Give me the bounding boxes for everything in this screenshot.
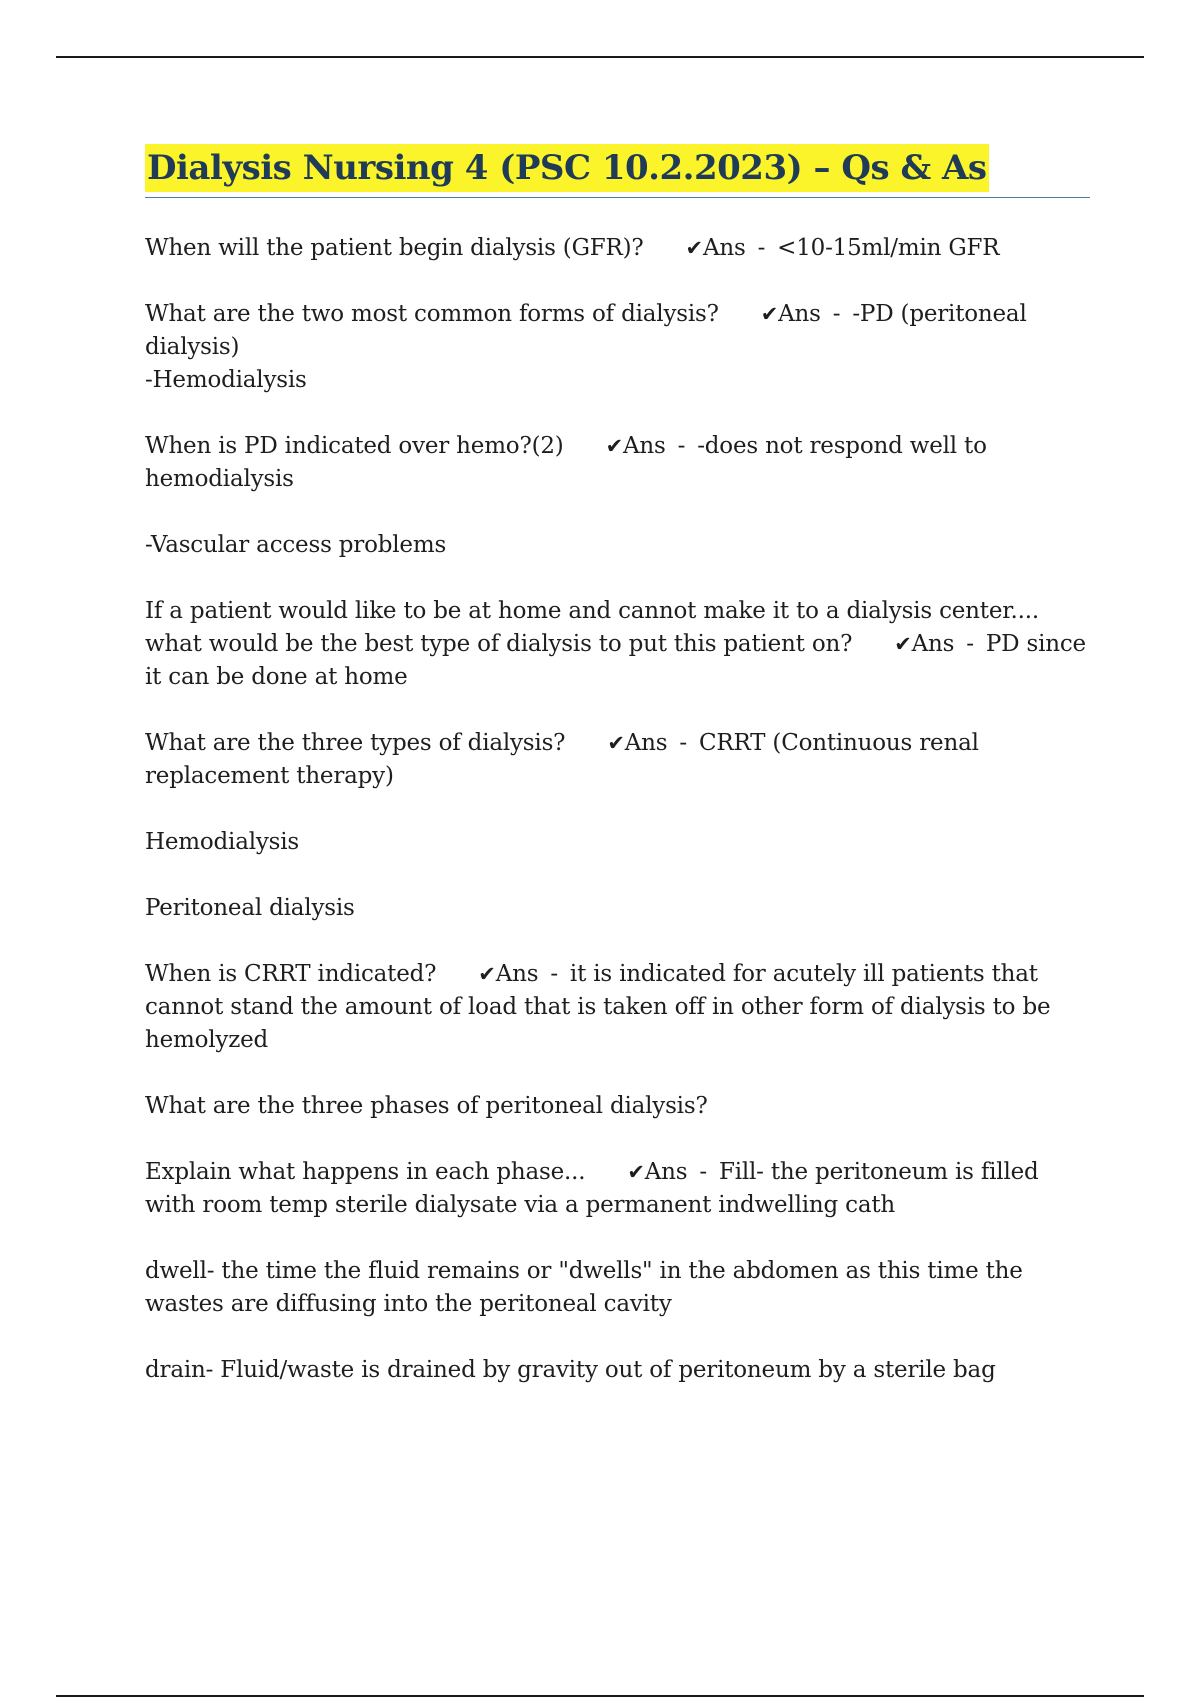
answer-paragraph: Hemodialysis — [145, 829, 300, 855]
answer-text: it is indicated for acutely ill patients that cannot stand the amount of load that is taken off in other form of dialysis to be hemolyzed — [145, 961, 1051, 1053]
qa-item — [145, 298, 1090, 397]
document-page — [145, 144, 1090, 1420]
checkmark-icon: ✔ — [605, 434, 623, 458]
checkmark-icon: ✔ — [627, 1160, 645, 1184]
answer-paragraph: dwell- the time the fluid remains or "dwells" in the abdomen as this time the wastes are diffusing into the peritoneal cavity — [145, 1258, 1023, 1317]
checkmark-icon: ✔ — [760, 302, 779, 326]
answer-label: Ans — [778, 301, 821, 327]
answer-label: Ans — [702, 235, 746, 261]
answer-marker — [894, 631, 954, 657]
qa-item — [145, 1156, 1090, 1222]
checkmark-icon: ✔ — [478, 962, 496, 986]
answer-dash: - — [832, 301, 841, 327]
checkmark-icon: ✔ — [607, 731, 625, 755]
answer-text: -does not respond well to hemodialysis — [145, 433, 987, 492]
answer-text: Fill- the peritoneum is filled with room temp sterile dialysate via a permanent indwelling cath — [145, 1159, 1039, 1218]
question-text: If a patient would like to be at home and cannot make it to a dialysis center.... what would be the best type of dialysis to put this patient on? — [145, 598, 1039, 657]
qa-item — [145, 430, 1090, 496]
checkmark-icon: ✔ — [685, 236, 703, 260]
question-text: What are the three types of dialysis? — [145, 730, 566, 756]
answer-paragraph: Peritoneal dialysis — [145, 895, 355, 921]
answer-dash: - — [677, 433, 686, 459]
title-underline — [145, 197, 1090, 198]
question-text: When is CRRT indicated? — [145, 961, 437, 987]
answer-text: CRRT (Continuous renal replacement therapy) — [145, 730, 979, 789]
answer-label: Ans — [911, 631, 955, 657]
answer-marker — [761, 301, 821, 327]
qa-item — [145, 595, 1090, 694]
checkmark-icon: ✔ — [894, 632, 912, 656]
answer-label: Ans — [624, 730, 668, 756]
answer-label: Ans — [495, 961, 539, 987]
answer-label: Ans — [644, 1159, 688, 1185]
answer-text: PD since it can be done at home — [145, 631, 1086, 690]
answer-marker — [606, 433, 666, 459]
question-text: What are the three phases of peritoneal dialysis? — [145, 1093, 708, 1119]
question-text: Explain what happens in each phase... — [145, 1159, 586, 1185]
top-rule — [56, 56, 1144, 58]
answer-text: -PD (peritoneal dialysis) — [145, 301, 1027, 360]
qa-item — [145, 232, 1090, 265]
answer-marker — [627, 1159, 687, 1185]
question-text: When will the patient begin dialysis (GFR)? — [145, 235, 644, 261]
answer-dash: - — [550, 961, 558, 987]
bottom-rule — [56, 1695, 1144, 1697]
answer-dash: - — [757, 235, 766, 261]
answer-label: Ans — [622, 433, 666, 459]
answer-paragraph: drain- Fluid/waste is drained by gravity out of peritoneum by a sterile bag — [145, 1357, 996, 1383]
answer-text: <10-15ml/min GFR — [777, 235, 1000, 261]
answer-marker — [607, 730, 667, 756]
question-text: What are the two most common forms of dialysis? — [145, 301, 719, 327]
answer-marker — [686, 235, 746, 261]
qa-item — [145, 727, 1090, 793]
answer-text-continued: -Hemodialysis — [145, 367, 307, 393]
qa-item — [145, 958, 1090, 1057]
answer-dash: - — [699, 1159, 707, 1185]
qa-item — [145, 1090, 1090, 1123]
answer-dash: - — [679, 730, 687, 756]
answer-paragraph: -Vascular access problems — [145, 532, 447, 558]
answer-dash: - — [966, 631, 974, 657]
document-title: Dialysis Nursing 4 (PSC 10.2.2023) – Qs & As — [145, 144, 989, 192]
qa-list — [145, 232, 1090, 1387]
question-text: When is PD indicated over hemo?(2) — [145, 433, 564, 459]
answer-marker — [478, 961, 538, 987]
